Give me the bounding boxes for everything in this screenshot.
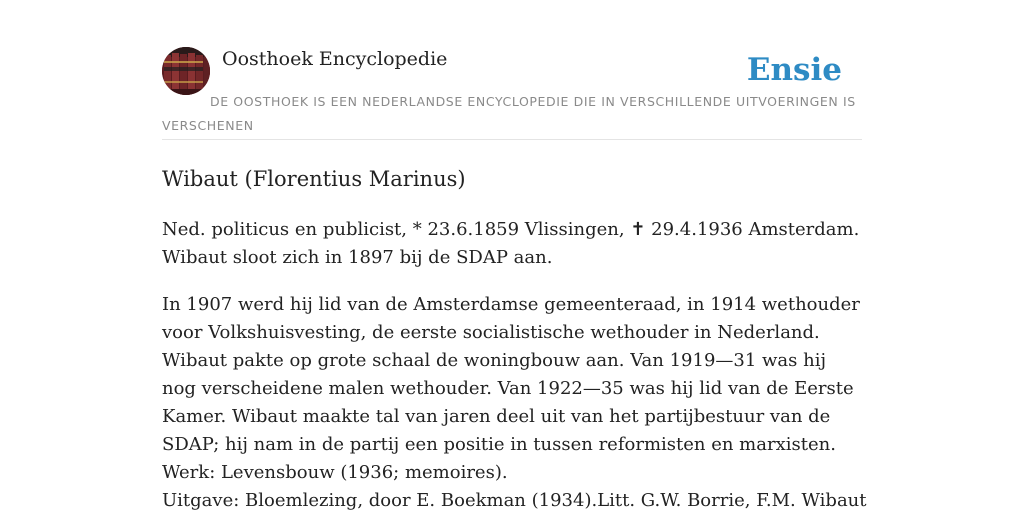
article-title: Wibaut (Florentius Marinus) (162, 167, 466, 191)
encyclopedia-books-icon (162, 47, 210, 95)
article-paragraph: In 1907 werd hij lid van de Amsterdamse gemeenteraad, in 1914 wethouder voor Volkshuisvesting, de eerste socialistische wethouder in Nederland. Wibaut pakte op grote schaal de woningbouw aan. Van 1919—31 was hij nog verscheidene malen wethouder. Van 1922—35 was hij lid van de Eerste Kamer. Wibaut maakte tal van jaren deel uit van het partijbestuur van de SDAP; hij nam in de partij een positie in tussen reformisten en marxisten. Werk: Levensbouw (1936; memoires). (162, 294, 860, 483)
brand-logo-link[interactable]: Ensie (746, 52, 842, 88)
header-divider (162, 139, 862, 140)
site-title[interactable]: Oosthoek Encyclopedie (222, 48, 448, 70)
site-avatar[interactable] (162, 47, 210, 95)
article-paragraph: Ned. politicus en publicist, * 23.6.1859 Vlissingen, ✝ 29.4.1936 Amsterdam. Wibaut sloot zich in 1897 bij de SDAP aan. (162, 219, 860, 268)
site-tagline: DE OOSTHOEK IS EEN NEDERLANDSE ENCYCLOPEDIE DIE IN VERSCHILLENDE UITVOERINGEN IS VERSCHENEN (162, 94, 856, 133)
article-paragraph: Uitgave: Bloemlezing, door E. Boekman (1934).Litt. G.W. Borrie, F.M. Wibaut (162, 490, 867, 511)
